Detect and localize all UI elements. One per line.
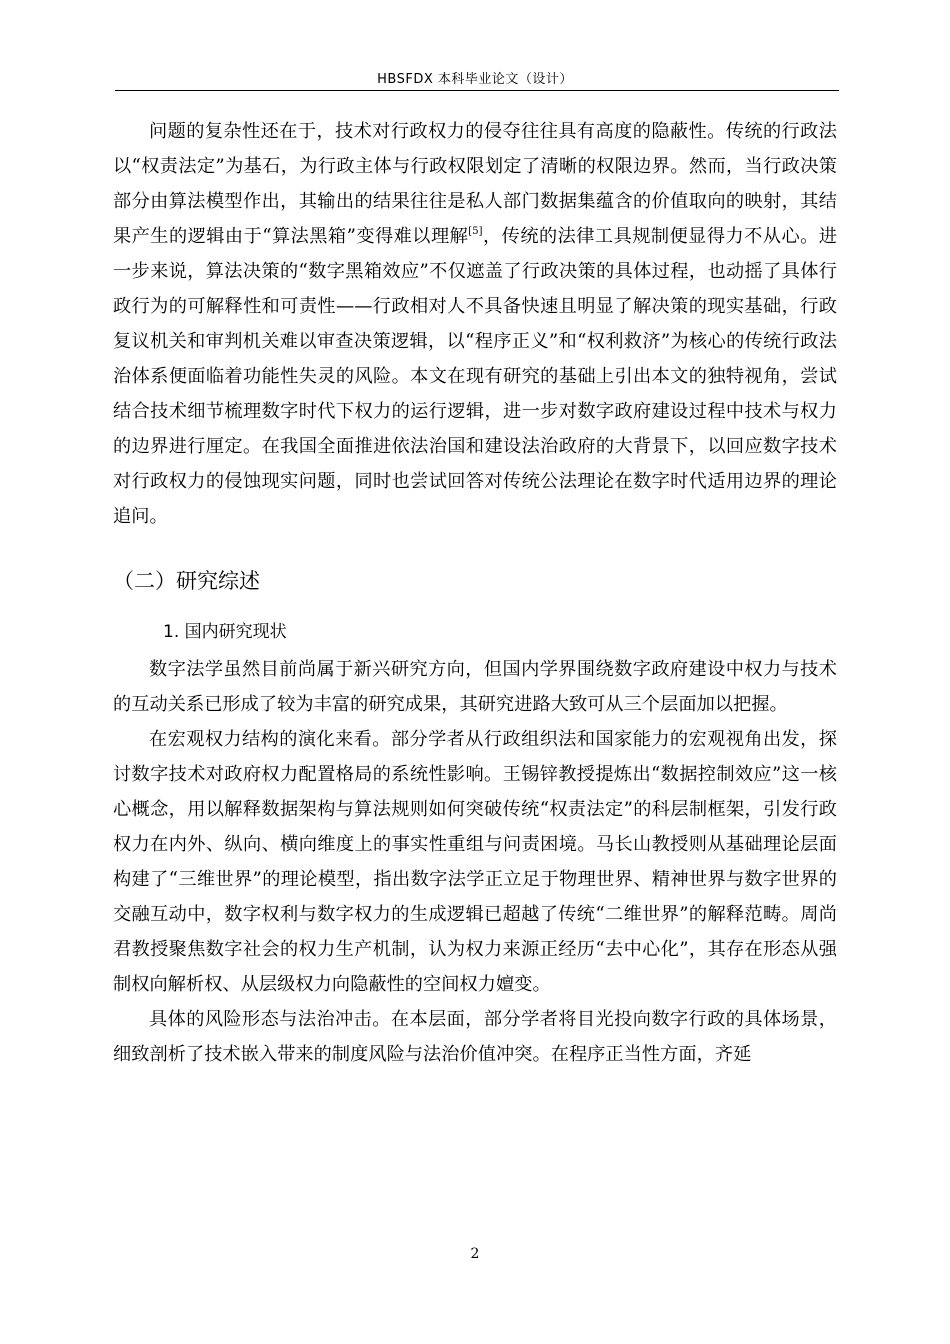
section-heading: （二）研究综述 [113, 569, 260, 593]
page-number: 2 [470, 1246, 480, 1262]
running-header: HBSFDX 本科毕业论文（设计） [377, 72, 573, 87]
paragraph-text: ，传统的法律工具规制便显得力不从心。进一步来说，算法决策的“数字黑箱效应”不仅遮盖了行政决策的具体过程，也动摇了具体行政行为的可解释性和可责性——行政相对人不具备快速且明显了解决策的现实基础，行政复议机关和审判机关难以审查决策逻辑，以“程序正义”和“权利救济”为核心的传统行政法治体系便面临着功能性失灵的风险。本文在现有研究的基础上引出本文的独特视角，尝试结合技术细节梳理数字时代下权力的运行逻辑，进一步对数字政府建设过程中技术与权力的边界进行厘定。在我国全面推进依法治国和建设法治政府的大背景下，以回应数字技术对行政权力的侵蚀现实问题，同时也尝试回答对传统公法理论在数字时代适用边界的理论追问。 [113, 226, 837, 527]
subsection-heading: 1. 国内研究现状 [163, 622, 287, 642]
header-divider [115, 90, 839, 91]
body-paragraph-intro [113, 114, 837, 534]
body-paragraph: 数字法学虽然目前尚属于新兴研究方向，但国内学界围绕数字政府建设中权力与技术的互动关系已形成了较为丰富的研究成果，其研究进路大致可从三个层面加以把握。 [113, 659, 837, 715]
body-paragraph: 具体的风险形态与法治冲击。在本层面，部分学者将目光投向数字行政的具体场景，细致剖析了技术嵌入带来的制度风险与法治价值冲突。在程序正当性方面，齐延 [113, 1009, 837, 1065]
citation-reference[interactable]: [5] [468, 226, 483, 237]
main-content [113, 114, 837, 1072]
paragraph-text: 问题的复杂性还在于，技术对行政权力的侵夺往往具有高度的隐蔽性。传统的行政法以“权责法定”为基石，为行政主体与行政权限划定了清晰的权限边界。然而，当行政决策部分由算法模型作出，其输出的结果往往是私人部门数据集蕴含的价值取向的映射，其结果产生的逻辑由于“算法黑箱”变得难以理解 [113, 121, 837, 247]
body-paragraph: 在宏观权力结构的演化来看。部分学者从行政组织法和国家能力的宏观视角出发，探讨数字技术对政府权力配置格局的系统性影响。王锡锌教授提炼出“数据控制效应”这一核心概念，用以解释数据架构与算法规则如何突破传统“权责法定”的科层制框架，引发行政权力在内外、纵向、横向维度上的事实性重组与问责困境。马长山教授则从基础理论层面构建了“三维世界”的理论模型，指出数字法学正立足于物理世界、精神世界与数字世界的交融互动中，数字权利与数字权力的生成逻辑已超越了传统“二维世界”的解释范畴。周尚君教授聚焦数字社会的权力生产机制，认为权力来源正经历“去中心化”，其存在形态从强制权向解析权、从层级权力向隐蔽性的空间权力嬗变。 [113, 729, 837, 995]
